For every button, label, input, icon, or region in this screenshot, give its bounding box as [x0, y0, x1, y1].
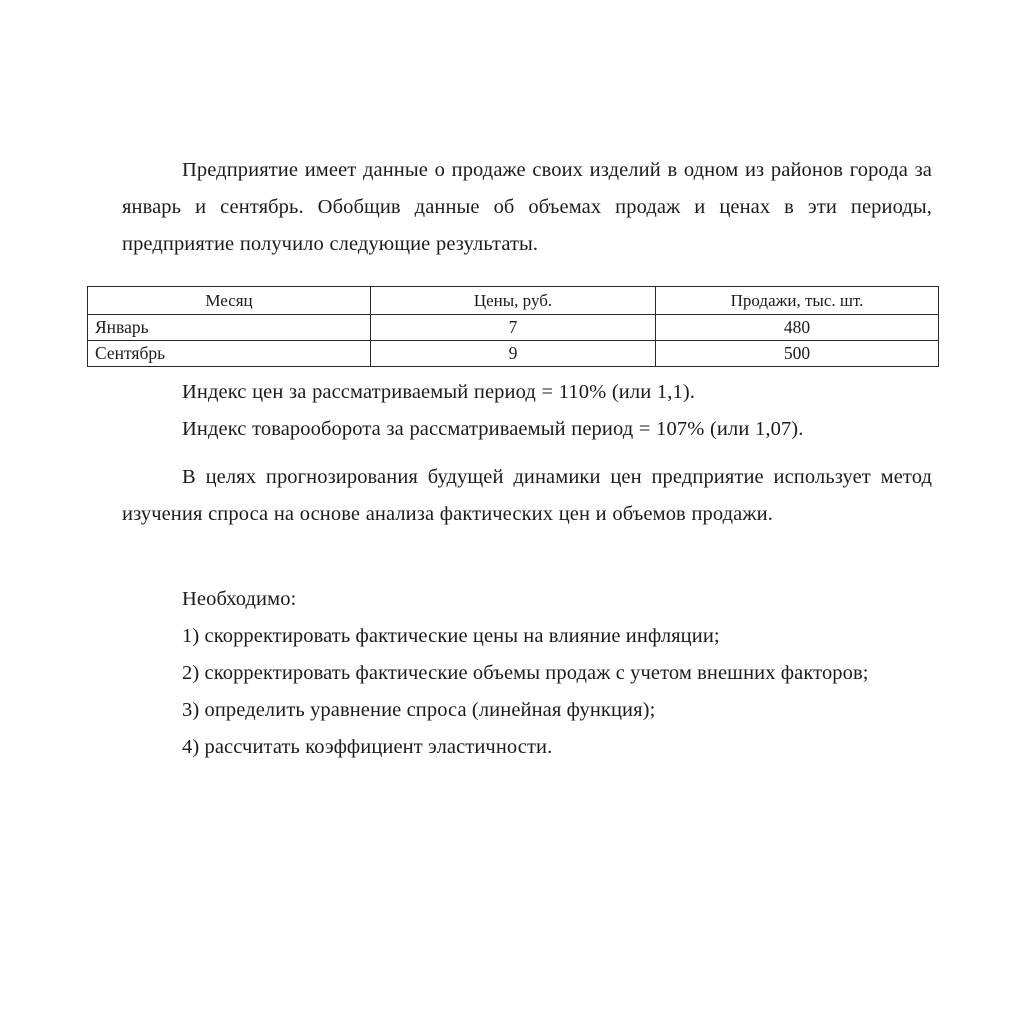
cell-sales-september: 500	[656, 341, 939, 367]
method-paragraph: В целях прогнозирования будущей динамики цен предприятие использует метод изучения спроса на основе анализа фактических цен и объемов продажи.	[122, 466, 932, 525]
results-table-container	[87, 286, 938, 367]
method-paragraph-block	[122, 459, 932, 533]
requirement-item-1: 1) скорректировать фактические цены на влияние инфляции;	[182, 625, 720, 647]
price-index-line: Индекс цен за рассматриваемый период = 110% (или 1,1).	[182, 381, 695, 403]
cell-price-september: 9	[371, 341, 656, 367]
cell-price-january: 7	[371, 315, 656, 341]
requirements-block	[122, 581, 932, 766]
requirement-item-4: 4) рассчитать коэффициент эластичности.	[182, 736, 553, 758]
table-row	[88, 341, 939, 367]
cell-month-january: Январь	[88, 315, 371, 341]
table-row	[88, 315, 939, 341]
table-header-price: Цены, руб.	[371, 287, 656, 315]
table-header-row	[88, 287, 939, 315]
intro-paragraph: Предприятие имеет данные о продаже своих изделий в одном из районов города за январь и сентябрь. Обобщив данные об объемах продаж и ценах в эти периоды, предприятие получило следующие результаты.	[122, 159, 932, 255]
requirement-item-2: 2) скорректировать фактические объемы продаж с учетом внешних факторов;	[182, 662, 869, 684]
index-lines-block	[122, 374, 932, 448]
results-table	[87, 286, 939, 367]
requirement-item-3: 3) определить уравнение спроса (линейная функция);	[182, 699, 656, 721]
requirements-heading: Необходимо:	[182, 588, 297, 610]
cell-sales-january: 480	[656, 315, 939, 341]
document-body	[122, 152, 932, 263]
cell-month-september: Сентябрь	[88, 341, 371, 367]
table-header-sales: Продажи, тыс. шт.	[656, 287, 939, 315]
turnover-index-line: Индекс товарооборота за рассматриваемый период = 107% (или 1,07).	[182, 418, 804, 440]
table-header-month: Месяц	[88, 287, 371, 315]
